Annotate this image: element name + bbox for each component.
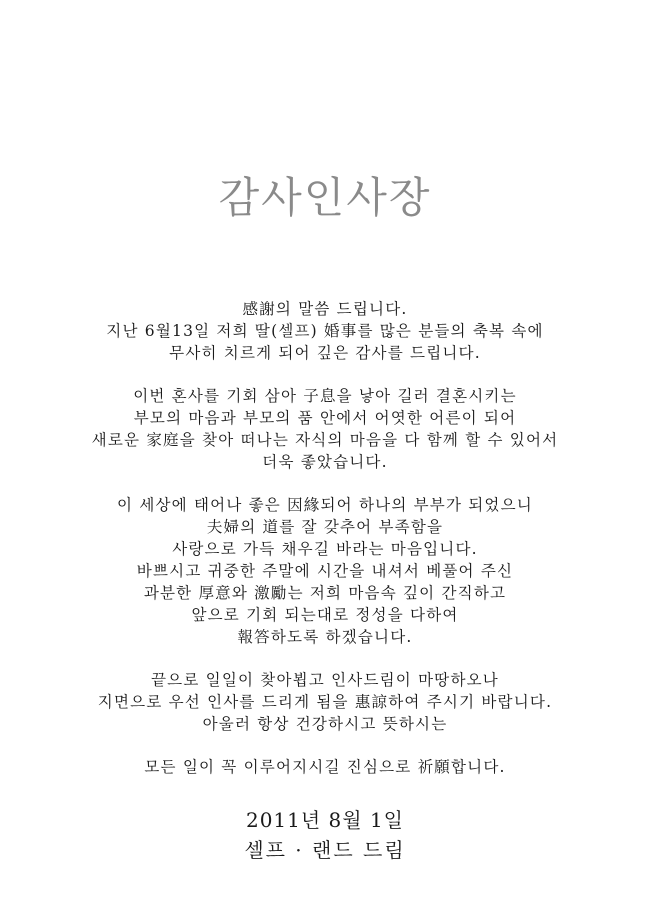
paragraph [0, 385, 650, 473]
body-line: 앞으로 기회 되는대로 정성을 다하여 [191, 606, 459, 624]
body-line: 夫婦의 道를 잘 갖추어 부족함을 [206, 518, 444, 536]
letter-signature: 셀프 · 랜드 드림 [244, 838, 406, 862]
body-line: 부모의 마음과 부모의 품 안에서 어엿한 어른이 되어 [133, 409, 517, 427]
paragraph [0, 298, 650, 364]
paragraph-gap [0, 648, 650, 669]
body-line: 바쁘시고 귀중한 주말에 시간을 내셔서 베풀어 주신 [136, 562, 514, 580]
body-line: 사랑으로 가득 채우길 바라는 마음입니다. [172, 540, 478, 558]
body-line: 지면으로 우선 인사를 드리게 됨을 惠諒하여 주시기 바랍니다. [97, 693, 553, 711]
body-line: 모든 일이 꼭 이루어지시길 진심으로 祈願합니다. [144, 758, 506, 776]
paragraph-gap [0, 473, 650, 494]
body-line: 지난 6월13일 저희 딸(셀프) 婚事를 많은 분들의 축복 속에 [106, 322, 544, 340]
body-line: 끝으로 일일이 찾아뵙고 인사드림이 마땅하오나 [151, 671, 499, 689]
letter-date: 2011년 8월 1일 [245, 808, 405, 832]
paragraph [0, 669, 650, 735]
letter-title: 감사인사장 [218, 173, 432, 222]
body-line: 더욱 좋았습니다. [262, 453, 388, 471]
body-line: 무사히 치르게 되어 깊은 감사를 드립니다. [169, 344, 481, 362]
paragraph-gap [0, 364, 650, 385]
body-line: 이 세상에 태어나 좋은 因緣되어 하나의 부부가 되었으니 [117, 496, 533, 514]
letter-body [0, 298, 650, 778]
body-line: 아울러 항상 건강하시고 뜻하시는 [202, 715, 448, 733]
body-line: 報答하도록 하겠습니다. [237, 628, 413, 646]
body-line: 感謝의 말씀 드립니다. [242, 300, 408, 318]
paragraph [0, 756, 650, 778]
paragraph-gap [0, 735, 650, 756]
body-line: 이번 혼사를 기회 삼아 子息을 낳아 길러 결혼시키는 [133, 387, 517, 405]
body-line: 새로운 家庭을 찾아 떠나는 자식의 마음을 다 함께 할 수 있어서 [91, 431, 559, 449]
body-line: 과분한 厚意와 激勵는 저희 마음속 깊이 간직하고 [143, 584, 507, 602]
paragraph [0, 494, 650, 648]
